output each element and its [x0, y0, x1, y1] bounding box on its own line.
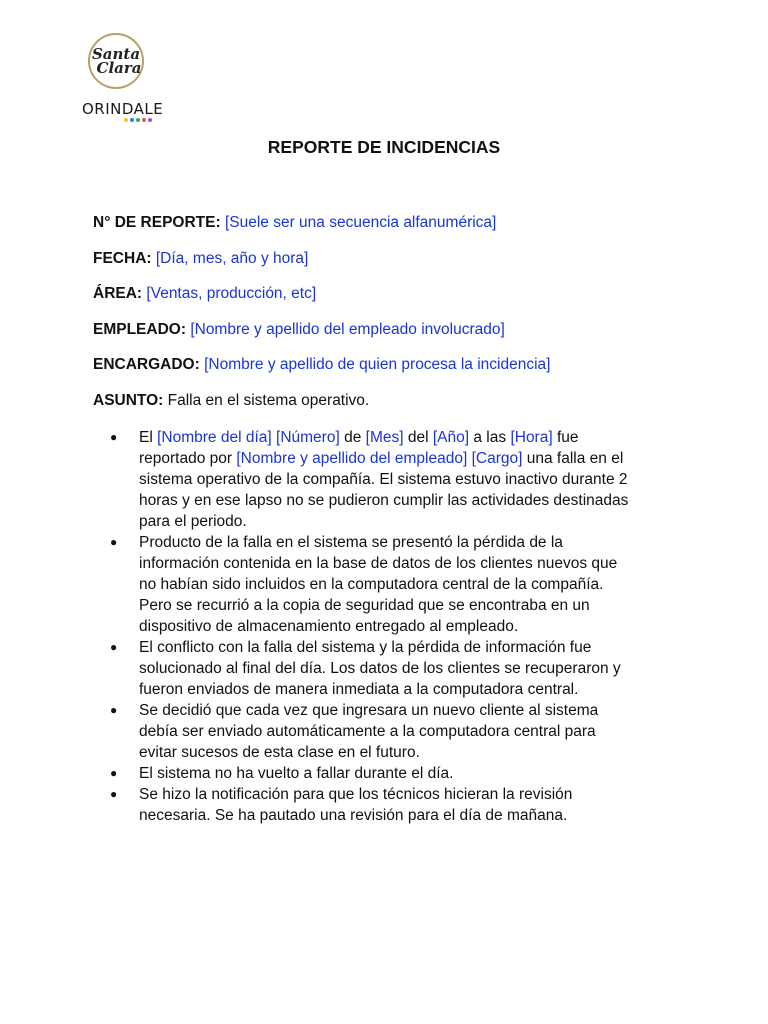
field-employee — [93, 320, 693, 340]
document-title: REPORTE DE INCIDENCIAS — [267, 137, 501, 157]
text-line: fueron enviados de manera inmediata a la computadora central. — [139, 681, 579, 698]
text-segment: horas y en ese lapso no se pudieron cumplir las actividades destinadas — [139, 492, 629, 509]
field-label: EMPLEADO: — [93, 320, 186, 338]
placeholder: [Año] — [432, 429, 470, 446]
text-line: Se hizo la notificación para que los técnicos hicieran la revisión — [139, 786, 573, 803]
placeholder: [Hora] — [510, 429, 553, 446]
field-manager — [93, 355, 693, 375]
company-logo — [78, 30, 164, 125]
list-item — [110, 532, 680, 637]
field-label: FECHA: — [93, 249, 152, 267]
text-line: debía ser enviado automáticamente a la computadora central para — [139, 723, 596, 740]
text-segment: del — [407, 429, 429, 446]
field-date — [93, 249, 693, 269]
field-value: [Suele ser una secuencia alfanumérica] — [224, 214, 497, 231]
list-item — [110, 637, 680, 700]
list-item — [110, 427, 680, 532]
field-report-number — [93, 213, 693, 233]
list-item — [110, 700, 680, 763]
santa-clara-seal — [88, 33, 144, 89]
text-segment: El — [139, 429, 153, 446]
text-segment: sistema operativo de la compañía. El sistema estuvo inactivo durante 2 — [139, 471, 628, 488]
list-item — [110, 763, 680, 784]
text-line: solucionado al final del día. Los datos de los clientes se recuperaron y — [139, 660, 621, 677]
text-line: Producto de la falla en el sistema se presentó la pérdida de la — [139, 534, 563, 551]
logo-dot — [130, 118, 134, 122]
bullet-icon: ● — [110, 535, 118, 549]
text-segment: fue — [556, 429, 579, 446]
field-label: ENCARGADO: — [93, 356, 200, 373]
logo-dot — [136, 118, 140, 122]
bullet-icon: ● — [110, 703, 118, 717]
list-item — [110, 784, 680, 826]
field-value: [Día, mes, año y hora] — [155, 249, 309, 267]
text-line: El conflicto con la falla del sistema y la pérdida de información fue — [139, 639, 592, 656]
text-line: no habían sido incluidos en la computadora central de la compañía. — [139, 576, 604, 593]
logo-color-dots — [124, 118, 152, 122]
field-value: Falla en el sistema operativo. — [167, 391, 370, 409]
text-line: dispositivo de almacenamiento entregado al empleado. — [139, 618, 519, 635]
bullet-icon: ● — [110, 787, 118, 801]
placeholder: [Nombre y apellido del empleado] — [236, 450, 468, 467]
text-line: El sistema no ha vuelto a fallar durante el día. — [139, 765, 454, 782]
field-subject — [93, 391, 693, 411]
text-segment: reportado por — [139, 450, 233, 467]
logo-dot — [142, 118, 146, 122]
field-value: [Nombre y apellido de quien procesa la incidencia] — [204, 356, 551, 373]
text-segment: de — [344, 429, 362, 446]
text-segment: una falla en el — [526, 450, 624, 467]
placeholder: [Número] — [276, 429, 340, 446]
field-label: ASUNTO: — [93, 391, 164, 409]
placeholder: [Nombre del día] — [157, 429, 272, 446]
logo-dot — [124, 118, 128, 122]
placeholder: [Cargo] — [471, 450, 523, 467]
field-value: [Ventas, producción, etc] — [146, 285, 317, 302]
text-segment: para el periodo. — [139, 513, 247, 530]
placeholder: [Mes] — [365, 429, 404, 446]
seal-line-1: Santa — [91, 45, 141, 63]
text-segment: a las — [473, 429, 507, 446]
text-line: información contenida en la base de datos de los clientes nuevos que — [139, 555, 618, 572]
field-area — [93, 284, 693, 304]
field-value: [Nombre y apellido del empleado involucrado] — [190, 320, 505, 338]
incident-details-list — [110, 427, 680, 826]
field-label: N° DE REPORTE: — [93, 214, 221, 231]
text-line: evitar sucesos de esta clase en el futuro. — [139, 744, 420, 761]
orindale-wordmark: ORINDALE — [82, 100, 164, 118]
report-fields — [93, 213, 693, 426]
text-line: Se decidió que cada vez que ingresara un nuevo cliente al sistema — [139, 702, 599, 719]
text-line: Pero se recurrió a la copia de seguridad que se encontraba en un — [139, 597, 590, 614]
field-label: ÁREA: — [93, 285, 143, 302]
bullet-icon: ● — [110, 766, 118, 780]
text-line: necesaria. Se ha pautado una revisión para el día de mañana. — [139, 807, 568, 824]
logo-dot — [148, 118, 152, 122]
bullet-icon: ● — [110, 640, 118, 654]
seal-line-2: Clara — [96, 59, 142, 77]
bullet-icon: ● — [110, 430, 118, 444]
